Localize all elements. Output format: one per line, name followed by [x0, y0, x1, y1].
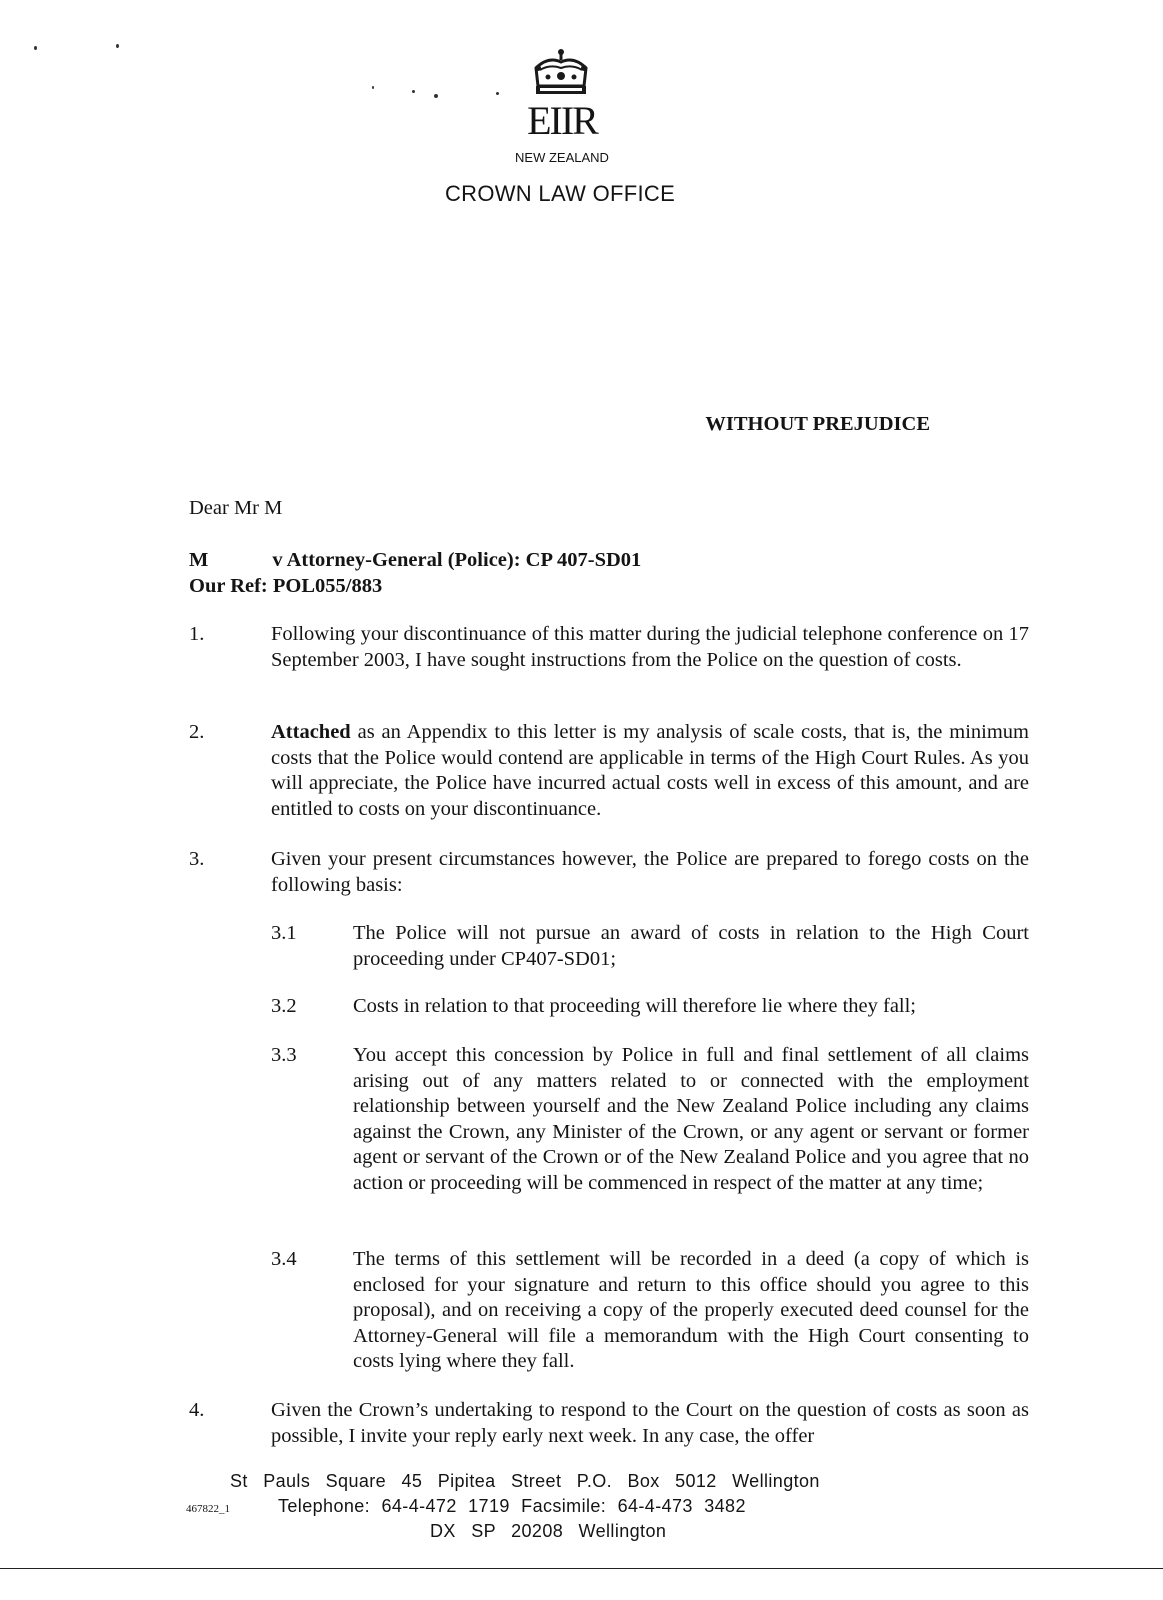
subparagraph-number: 3.2: [271, 995, 297, 1017]
letterhead-office: CROWN LAW OFFICE: [444, 181, 676, 206]
scan-speck: [116, 44, 119, 48]
paragraph-body: as an Appendix to this letter is my analysis of scale costs, that is, the minimum costs that the Police would contend are applicable in terms of the High Court Rules. As you will appreciate, the Police have incurred actual costs well in excess of this amount, and are entitled to costs on your discontinuance.: [271, 721, 1029, 820]
footer-dx: DX SP 20208 Wellington: [430, 1521, 667, 1541]
scan-speck: [434, 94, 438, 98]
case-party: M: [189, 549, 209, 571]
subparagraph-3-4: [271, 1247, 1029, 1375]
subparagraph-text: You accept this concession by Police in full and final settlement of all claims arising out of any matters related to or connected with the employment relationship between yourself and the New Zealand Police including any claims against the Crown, any Minister of the Crown, or any agent or servant or former agent or servant of the Crown or of the New Zealand Police and you agree that no action or proceeding will be commenced in respect of the matter at any time;: [353, 1044, 1029, 1194]
page-bottom-rule: [0, 1568, 1163, 1569]
without-prejudice-marking: WITHOUT PREJUDICE: [705, 413, 930, 435]
scan-speck: [34, 46, 37, 50]
paragraph-2: [189, 720, 1029, 822]
paragraph-text: Following your discontinuance of this matter during the judicial telephone conference on 17 September 2003, I have sought instructions from the Police on the question of costs.: [271, 623, 1029, 671]
paragraph-number: 3.: [189, 848, 205, 870]
subparagraph-number: 3.4: [271, 1248, 297, 1270]
paragraph-text: Given the Crown’s undertaking to respond to the Court on the question of costs as soon as possible, I invite your reply early next week. In any case, the offer: [271, 1399, 1029, 1447]
salutation: Dear Mr M: [189, 497, 283, 519]
footer-phones: Telephone: 64-4-472 1719 Facsimile: 64-4-473 3482: [278, 1496, 746, 1516]
footer-address: St Pauls Square 45 Pipitea Street P.O. Box 5012 Wellington: [230, 1471, 820, 1491]
subparagraph-text: Costs in relation to that proceeding will therefore lie where they fall;: [353, 995, 916, 1017]
scan-speck: [412, 90, 415, 93]
paragraph-number: 1.: [189, 623, 205, 645]
subparagraph-number: 3.1: [271, 922, 297, 944]
footer-document-id: 467822_1: [186, 1503, 230, 1515]
royal-cipher: EIIR: [527, 98, 597, 143]
subparagraph-number: 3.3: [271, 1044, 297, 1066]
paragraph-number: 2.: [189, 721, 205, 743]
paragraph-1: [189, 622, 1029, 673]
scan-speck: [372, 86, 374, 89]
subparagraph-text: The Police will not pursue an award of costs in relation to the High Court proceeding under CP407-SD01;: [353, 922, 1029, 970]
scan-speck: [496, 92, 499, 95]
subparagraph-3-3: [271, 1043, 1029, 1196]
our-reference: Our Ref: POL055/883: [189, 574, 383, 597]
paragraph-text: Given your present circumstances however, the Police are prepared to forego costs on the following basis:: [271, 848, 1029, 896]
paragraph-4: [189, 1398, 1029, 1449]
paragraph-text: [271, 720, 1029, 822]
subparagraph-3-1: [271, 921, 1029, 972]
subparagraph-3-2: [271, 994, 1029, 1020]
paragraph-3: [189, 847, 1029, 898]
paragraph-lead: Attached: [271, 721, 351, 743]
case-title: [189, 548, 641, 574]
letterhead-country: NEW ZEALAND: [515, 150, 609, 165]
case-name: v Attorney-General (Police): CP 407-SD01: [272, 549, 642, 571]
crown-emblem-icon: [526, 46, 596, 106]
paragraph-number: 4.: [189, 1399, 205, 1421]
subparagraph-text: The terms of this settlement will be recorded in a deed (a copy of which is enclosed for your signature and return to this office should you agree to this proposal), and on receiving a copy of the properly executed deed counsel for the Attorney-General will file a memorandum with the High Court consenting to costs lying where they fall.: [353, 1248, 1029, 1372]
subject-heading: [189, 548, 641, 599]
